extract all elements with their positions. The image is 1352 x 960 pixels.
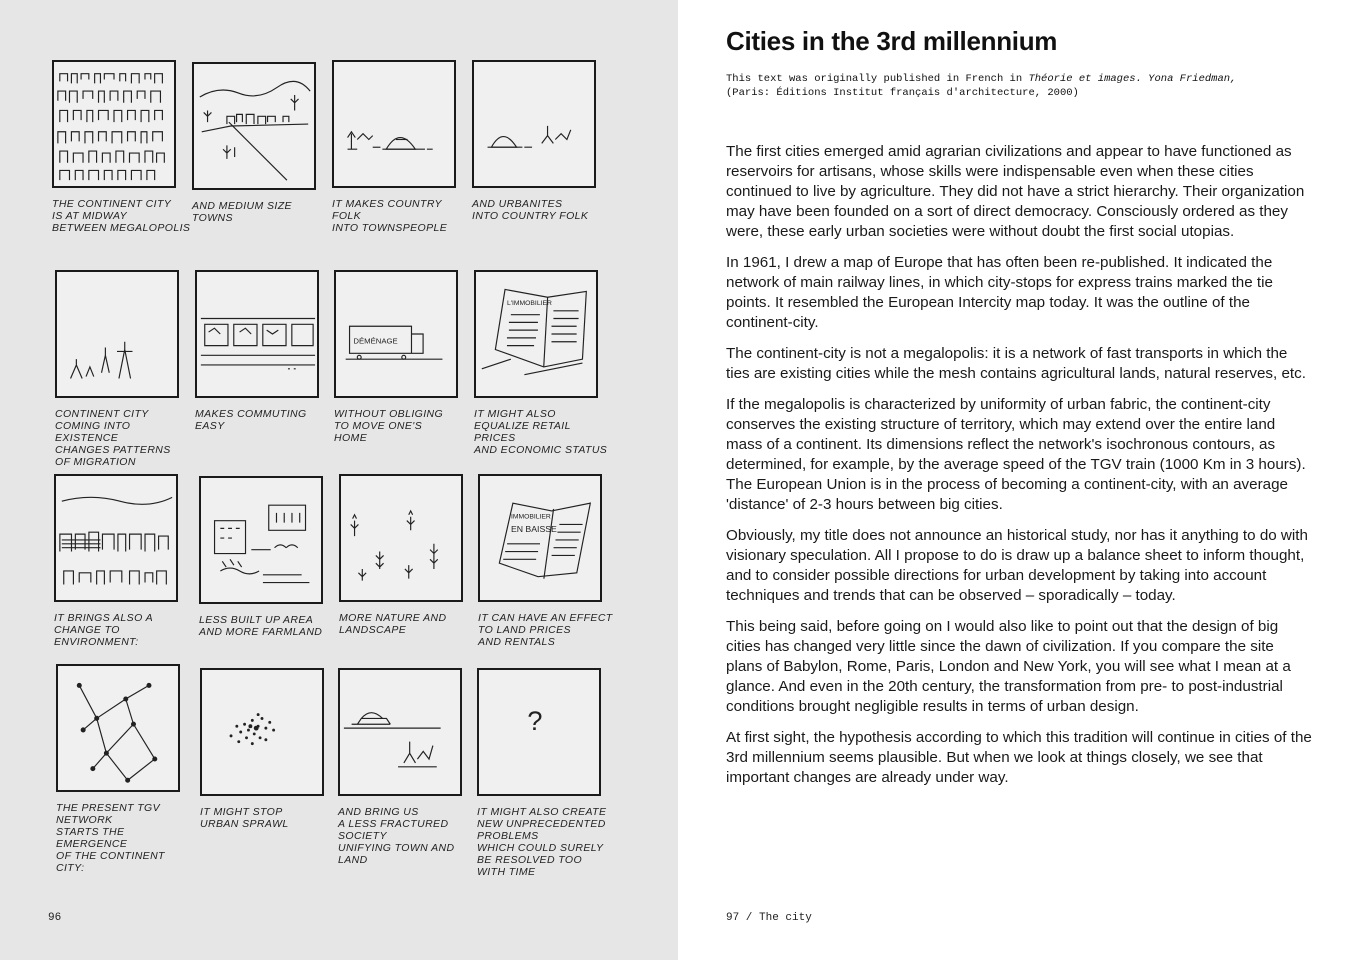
sketch-frame — [199, 476, 323, 604]
body-paragraph: If the megalopolis is characterized by uniformity of urban fabric, the continent-city conserves the existing structure of territory, which may extend over the entire land mass of a continent. Its dimensions reflect the network's isochronous contours, as determined, for example, by the average speed of the TGV train (1000 Km in 3 hours). The European Union is in the process of becoming a continent-city, with an average 'distance' of 2-3 hours between big cities. — [726, 396, 1306, 513]
medium-town-sketch — [194, 64, 314, 188]
land-prices-newspaper-sketch — [480, 476, 600, 600]
sketch-caption: IT MIGHT STOP URBAN SPRAWL — [200, 806, 289, 830]
sketch-frame — [339, 474, 463, 602]
car-and-farmer-sketch — [340, 670, 460, 794]
article-body — [726, 142, 1312, 799]
body-paragraph: Obviously, my title does not announce an historical study, nor has it anything to do with visionary speculation. All I propose to do is draw up a balance sheet to inform thought, and to consider possible directions for urban development by taking into account techniques and trends that can be observed – sporadically – today. — [726, 527, 1308, 604]
question-mark: ? — [527, 705, 543, 737]
body-paragraph: In 1961, I drew a map of Europe that has often been re-published. It indicated the network of main railway lines, in which city-stops for express trains marked the tie points. It resembled the European Intercity map today. It was the outline of the continent-city. — [726, 254, 1273, 331]
migration-sketch — [57, 272, 177, 396]
sketch-frame — [478, 474, 602, 602]
sketch-caption: THE PRESENT TGV NETWORK STARTS THE EMERGENCE OF THE CONTINENT CITY: — [56, 802, 165, 874]
sketch-caption: AND BRING US A LESS FRACTURED SOCIETY UNIFYING TOWN AND LAND — [338, 806, 455, 866]
newspaper-sketch — [476, 272, 596, 396]
newspaper-headline: EN BAISSE — [510, 524, 557, 535]
right-page — [678, 0, 1352, 960]
farmer-to-dome-sketch — [334, 62, 454, 186]
sketch-frame — [195, 270, 319, 398]
sketch-frame — [56, 664, 180, 792]
sketch-caption: THE CONTINENT CITY IS AT MIDWAY BETWEEN MEGALOPOLIS — [52, 198, 191, 234]
sketch-caption: AND URBANITES INTO COUNTRY FOLK — [472, 198, 589, 222]
sketch-caption: AND MEDIUM SIZE TOWNS — [192, 200, 292, 224]
body-paragraph: This being said, before going on I would also like to point out that the design of big cities has changed very little since the dawn of civilization. If you compare the site plans of Babylon, Rome, Paris, London and New York, you will see what I mean at a glance. And even in the 20th century, the transformation from pre- to post-industrial conditions brought negligible results in terms of urban design. — [726, 618, 1291, 715]
sketch-frame — [332, 60, 456, 188]
sketch-caption: IT MAKES COUNTRY FOLK INTO TOWNSPEOPLE — [332, 198, 448, 234]
source-prefix: This text was originally published in French in — [726, 73, 1029, 85]
sketch-frame — [192, 62, 316, 190]
dome-to-farmer-sketch — [474, 62, 594, 186]
moving-truck-sketch — [336, 272, 456, 396]
sketch-caption: WITHOUT OBLIGING TO MOVE ONE'S HOME — [334, 408, 444, 444]
sketch-caption: IT MIGHT ALSO EQUALIZE RETAIL PRICES AND ECONOMIC STATUS — [474, 408, 608, 456]
body-paragraph: The continent-city is not a megalopolis: it is a network of fast transports in which the ties are existing cities while the mesh contains agricultural lands, natural reserves, etc. — [726, 345, 1306, 382]
sketch-frame — [474, 270, 598, 398]
sketch-caption: MORE NATURE AND LANDSCAPE — [339, 612, 447, 636]
body-paragraph: The first cities emerged amid agrarian civilizations and appear to have functioned as reservoirs for artisans, whose skills were indispensable even when these cities continued to live by agriculture. They did not have a strict hierarchy. Their organization may have been founded on a sort of direct democracy. Consciously ordered as they were, these early urban societies were without doubt the first social utopias. — [726, 143, 1305, 240]
left-page-number: 96 — [48, 912, 62, 924]
article-title: Cities in the 3rd millennium — [726, 26, 1058, 56]
sketch-caption: LESS BUILT UP AREA AND MORE FARMLAND — [199, 614, 323, 638]
tgv-network-sketch — [58, 666, 178, 790]
source-note — [726, 72, 1296, 100]
sketch-frame — [52, 60, 176, 188]
sketch-caption: IT MIGHT ALSO CREATE NEW UNPRECEDENTED PROBLEMS WHICH COULD SURELY BE RESOLVED TOO WITH TIME — [477, 806, 607, 878]
nature-landscape-sketch — [341, 476, 461, 600]
sketch-frame — [334, 270, 458, 398]
source-book-title: Théorie et images. Yona Friedman, — [1028, 73, 1237, 85]
sketch-frame — [472, 60, 596, 188]
right-page-footer: 97 / The city — [726, 912, 812, 924]
farmland-sketch — [201, 478, 321, 602]
dense-city-sketch — [54, 62, 174, 186]
sketch-caption: MAKES COMMUTING EASY — [195, 408, 307, 432]
sketch-caption: IT CAN HAVE AN EFFECT TO LAND PRICES AND RENTALS — [478, 612, 613, 648]
truck-label: DÉMÉNAGE — [353, 336, 398, 346]
newspaper-headline: L'IMMOBILIER — [506, 299, 552, 307]
source-publisher: (Paris: Éditions Institut français d'architecture, 2000) — [726, 87, 1079, 99]
body-paragraph: At first sight, the hypothesis according to which this tradition will continue in cities of the 3rd millennium seems plausible. But when we look at things closely, we see that important changes are already under way. — [726, 729, 1312, 786]
sketch-frame — [54, 474, 178, 602]
commuter-train-sketch — [197, 272, 317, 396]
question-sketch — [479, 670, 599, 794]
sketch-frame — [55, 270, 179, 398]
sketch-frame — [338, 668, 462, 796]
sketch-frame — [477, 668, 601, 796]
urban-sprawl-sketch — [202, 670, 322, 794]
environment-sketch — [56, 476, 176, 600]
sketch-caption: IT BRINGS ALSO A CHANGE TO ENVIRONMENT: — [54, 612, 153, 648]
newspaper-headline: IMMOBILIER — [510, 513, 551, 521]
sketch-frame — [200, 668, 324, 796]
sketch-caption: CONTINENT CITY COMING INTO EXISTENCE CHANGES PATTERNS OF MIGRATION — [55, 408, 171, 468]
